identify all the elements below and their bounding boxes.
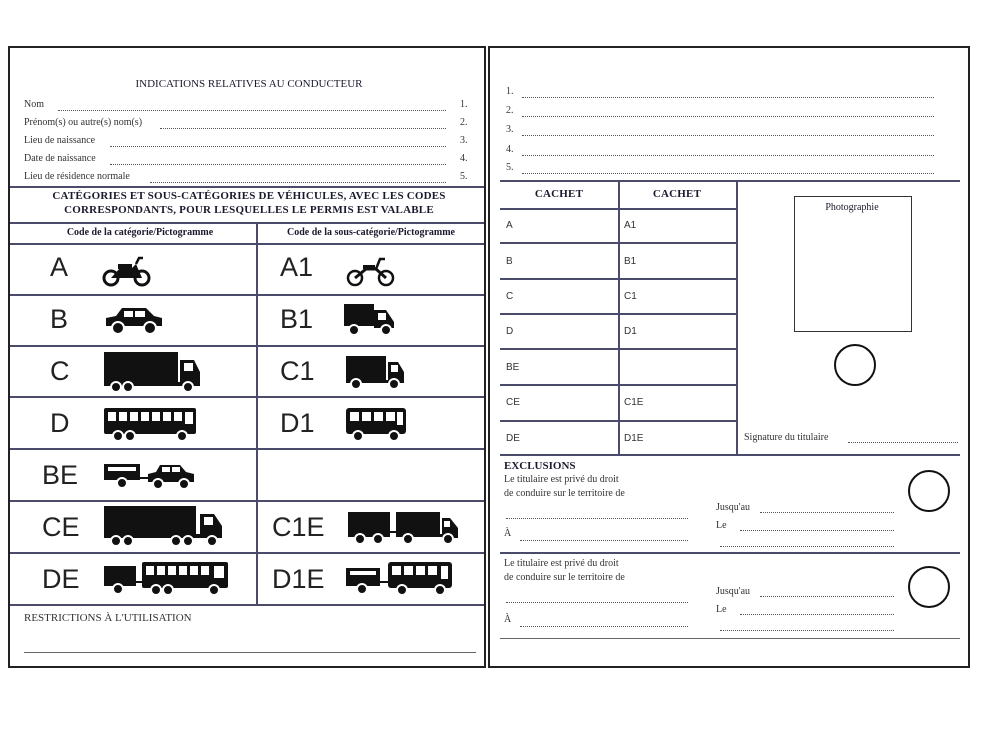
cachet-cat-be: BE — [506, 362, 520, 373]
entry-line-5[interactable] — [522, 173, 934, 174]
category-code-b: B — [50, 304, 69, 334]
jusquau-label: Jusqu'au — [716, 502, 751, 513]
cachet-sub-c1e: C1E — [624, 397, 644, 408]
row-divider — [10, 500, 484, 502]
bottom-rule — [500, 638, 960, 639]
categories-heading-line1: CATÉGORIES ET SOUS-CATÉGORIES DE VÉHICULES, AVEC LES CODES — [52, 190, 446, 202]
row-divider — [10, 345, 484, 347]
car-trailer-icon — [102, 460, 198, 492]
bus-trailer-icon — [102, 560, 230, 600]
left-page — [8, 46, 486, 668]
driver-section-title: INDICATIONS RELATIVES AU CONDUCTEUR — [135, 78, 363, 90]
line-num-5: 5. — [506, 162, 514, 173]
row-divider — [10, 396, 484, 398]
category-code-c: C — [50, 356, 70, 386]
quadricycle-icon — [342, 302, 398, 338]
subcategory-code-c1: C1 — [280, 356, 315, 386]
a-label: À — [504, 614, 512, 625]
restrictions-line[interactable] — [24, 652, 476, 653]
a-label: À — [504, 528, 512, 539]
cachet-header-1: CACHET — [534, 188, 584, 200]
exclusion-text-1: Le titulaire est privé du droit — [504, 558, 619, 569]
field-label-prenoms: Prénom(s) ou autre(s) nom(s) — [24, 117, 143, 128]
category-code-a: A — [50, 252, 69, 282]
field-line-residence[interactable] — [150, 182, 446, 183]
light-truck-icon — [344, 352, 408, 392]
row-divider — [10, 552, 484, 554]
extra-line[interactable] — [720, 546, 894, 547]
bus-icon — [102, 406, 198, 444]
divider — [500, 180, 960, 182]
field-num-1: 1. — [460, 99, 468, 110]
minibus-icon — [344, 406, 408, 444]
truck-icon — [102, 350, 202, 394]
line-num-1: 1. — [506, 86, 514, 97]
car-icon — [102, 306, 166, 336]
extra-line[interactable] — [720, 630, 894, 631]
category-code-d: D — [50, 408, 70, 438]
divider — [10, 243, 484, 245]
line-num-3: 3. — [506, 124, 514, 135]
col-header-category: Code de la catégorie/Pictogramme — [66, 227, 214, 238]
subcategory-code-c1e: C1E — [272, 512, 325, 542]
field-label-date-naissance: Date de naissance — [24, 153, 96, 164]
le-line[interactable] — [740, 614, 894, 615]
table-row-divider — [500, 278, 736, 280]
stamp-circle — [908, 566, 950, 608]
table-column-divider — [618, 180, 620, 454]
field-line-nom[interactable] — [58, 110, 446, 111]
cachet-cat-de: DE — [506, 433, 520, 444]
stamp-circle — [834, 344, 876, 386]
cachet-sub-d1e: D1E — [624, 433, 644, 444]
restrictions-label: RESTRICTIONS À L'UTILISATION — [24, 612, 192, 624]
cachet-sub-a1: A1 — [624, 220, 637, 231]
category-code-de: DE — [42, 564, 80, 594]
field-num-5: 5. — [460, 171, 468, 182]
divider — [10, 222, 484, 224]
divider — [500, 454, 960, 456]
cachet-cat-b: B — [506, 256, 513, 267]
table-row-divider — [500, 348, 736, 350]
jusquau-line[interactable] — [760, 596, 894, 597]
exclusion-text-2: de conduire sur le territoire de — [504, 488, 625, 499]
exclusion-text-2: de conduire sur le territoire de — [504, 572, 625, 583]
column-divider — [256, 222, 258, 604]
jusquau-label: Jusqu'au — [716, 586, 751, 597]
jusquau-line[interactable] — [760, 512, 894, 513]
signature-line[interactable] — [848, 442, 958, 443]
subcategory-code-b1: B1 — [280, 304, 314, 334]
divider — [500, 552, 960, 554]
light-truck-trailer-icon — [346, 508, 462, 550]
entry-line-2[interactable] — [522, 116, 934, 117]
field-num-2: 2. — [460, 117, 468, 128]
row-divider — [10, 604, 484, 606]
stamp-circle — [908, 470, 950, 512]
table-row-divider — [500, 208, 736, 210]
table-row-divider — [500, 242, 736, 244]
entry-line-1[interactable] — [522, 97, 934, 98]
le-label: Le — [716, 520, 727, 531]
table-column-divider — [736, 180, 738, 454]
category-code-ce: CE — [42, 512, 80, 542]
table-row-divider — [500, 313, 736, 315]
a-line[interactable] — [520, 540, 688, 541]
cachet-sub-d1: D1 — [624, 326, 637, 337]
row-divider — [10, 294, 484, 296]
line-num-2: 2. — [506, 105, 514, 116]
cachet-cat-a: A — [506, 220, 513, 231]
photo-box[interactable] — [794, 196, 912, 332]
subcategory-code-d1: D1 — [280, 408, 315, 438]
le-label: Le — [716, 604, 727, 615]
line-num-4: 4. — [506, 144, 514, 155]
field-line-prenoms[interactable] — [160, 128, 446, 129]
categories-heading-line2: CORRESPONDANTS, POUR LESQUELLES LE PERMIS EST VALABLE — [64, 204, 434, 216]
territory-line[interactable] — [506, 518, 688, 519]
territory-line[interactable] — [506, 602, 688, 603]
cachet-sub-c1: C1 — [624, 291, 637, 302]
field-label-lieu-naissance: Lieu de naissance — [24, 135, 96, 146]
exclusions-title: EXCLUSIONS — [504, 460, 576, 472]
cachet-cat-d: D — [506, 326, 514, 337]
field-num-4: 4. — [460, 153, 468, 164]
field-num-3: 3. — [460, 135, 468, 146]
table-row-divider — [500, 420, 736, 422]
row-divider — [10, 448, 484, 450]
le-line[interactable] — [740, 530, 894, 531]
field-label-residence: Lieu de résidence normale — [24, 171, 130, 182]
field-line-lieu-naissance[interactable] — [110, 146, 446, 147]
right-page — [488, 46, 970, 668]
signature-label: Signature du titulaire — [744, 432, 829, 443]
divider — [10, 186, 484, 188]
entry-line-4[interactable] — [522, 155, 934, 156]
field-line-date-naissance[interactable] — [110, 164, 446, 165]
field-label-nom: Nom — [24, 99, 44, 110]
photo-label: Photographie — [825, 202, 879, 213]
light-motorcycle-icon — [346, 254, 396, 288]
cachet-cat-ce: CE — [506, 397, 520, 408]
motorcycle-icon — [102, 254, 152, 288]
entry-line-3[interactable] — [522, 135, 934, 136]
minibus-trailer-icon — [344, 560, 456, 600]
table-row-divider — [500, 384, 736, 386]
truck-trailer-icon — [102, 504, 230, 550]
cachet-cat-c: C — [506, 291, 514, 302]
a-line[interactable] — [520, 626, 688, 627]
col-header-subcategory: Code de la sous-catégorie/Pictogramme — [286, 227, 455, 238]
category-code-be: BE — [42, 460, 79, 490]
exclusion-text-1: Le titulaire est privé du droit — [504, 474, 619, 485]
cachet-header-2: CACHET — [652, 188, 702, 200]
subcategory-code-a1: A1 — [280, 252, 314, 282]
subcategory-code-d1e: D1E — [272, 564, 325, 594]
cachet-sub-b1: B1 — [624, 256, 637, 267]
